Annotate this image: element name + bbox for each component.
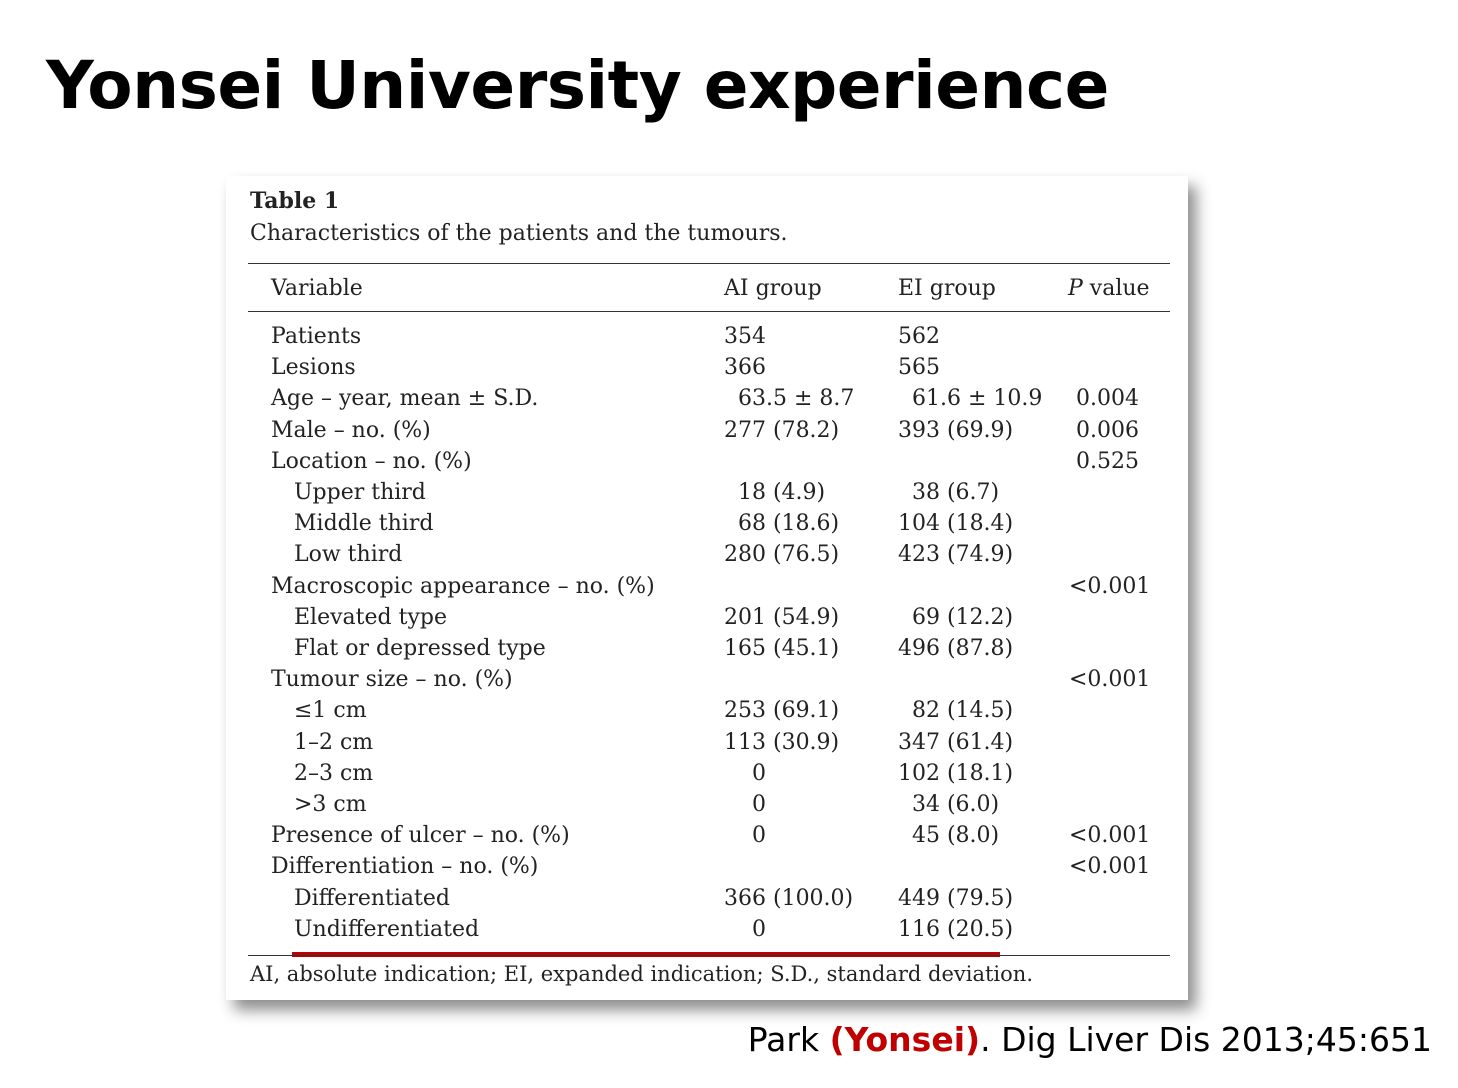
- cell-variable: Differentiated: [294, 885, 450, 911]
- header-ei-group: EI group: [898, 276, 996, 301]
- header-p-suffix: value: [1082, 276, 1150, 301]
- cell-variable: Male – no. (%): [271, 417, 431, 443]
- cell-ai-group: 280 (76.5): [724, 542, 840, 568]
- table-row: [248, 477, 1170, 508]
- header-p-value: [1068, 273, 1150, 304]
- cell-variable: Macroscopic appearance – no. (%): [271, 573, 655, 599]
- cell-ai-group: 0: [724, 792, 766, 817]
- cell-variable: Low third: [294, 542, 403, 568]
- cell-ei-group: 565: [898, 355, 940, 381]
- header-ai-group: AI group: [724, 276, 822, 301]
- cell-ei-group: 45 (8.0): [898, 823, 1000, 849]
- table-row: [248, 446, 1170, 477]
- cell-ei-group: 562: [898, 324, 940, 349]
- table-row: [248, 758, 1170, 789]
- table-row: [248, 914, 1170, 945]
- cell-ai-group: 0: [724, 823, 766, 849]
- table-row: [248, 539, 1170, 570]
- cell-ai-group: 0: [724, 916, 766, 942]
- cell-ai-group: 63.5 ± 8.7: [724, 386, 855, 412]
- cell-ai-group: 68 (18.6): [724, 511, 840, 537]
- table-row: [248, 508, 1170, 539]
- table-caption: Characteristics of the patients and the tumours.: [250, 221, 788, 246]
- cell-ei-group: 102 (18.1): [898, 760, 1014, 786]
- table-row: [248, 415, 1170, 446]
- table-row: [248, 602, 1170, 633]
- cell-ei-group: 449 (79.5): [898, 885, 1014, 911]
- slide-title: Yonsei University experience: [46, 47, 1109, 124]
- cell-variable: Age – year, mean ± S.D.: [271, 386, 539, 412]
- cell-variable: Patients: [271, 324, 362, 349]
- table-row: [248, 695, 1170, 726]
- cell-ai-group: 201 (54.9): [724, 604, 840, 630]
- cell-p-value: <0.001: [1069, 667, 1151, 693]
- table-header-row: [248, 273, 1170, 304]
- table-row: [248, 633, 1170, 664]
- cell-ei-group: 496 (87.8): [898, 636, 1014, 661]
- table-bottom-rule: [248, 955, 1170, 956]
- citation-highlight: (Yonsei): [829, 1020, 981, 1059]
- cell-ai-group: 165 (45.1): [724, 636, 840, 661]
- cell-p-value: 0.004: [1069, 386, 1139, 412]
- table-row: [248, 883, 1170, 914]
- cell-ei-group: 104 (18.4): [898, 511, 1014, 537]
- cell-variable: Presence of ulcer – no. (%): [271, 823, 570, 849]
- table-row: [248, 727, 1170, 758]
- table-footnote: AI, absolute indication; EI, expanded indication; S.D., standard deviation.: [250, 962, 1033, 986]
- cell-variable: 1–2 cm: [294, 729, 374, 755]
- cell-ei-group: 347 (61.4): [898, 729, 1014, 755]
- table-label: Table 1: [250, 188, 340, 214]
- cell-variable: Tumour size – no. (%): [271, 667, 513, 693]
- cell-variable: Upper third: [294, 480, 426, 505]
- cell-ai-group: 18 (4.9): [724, 480, 826, 505]
- cell-p-value: 0.006: [1069, 417, 1139, 443]
- table-image-card: [226, 176, 1188, 1000]
- cell-ai-group: 113 (30.9): [724, 729, 840, 755]
- cell-variable: Elevated type: [294, 604, 447, 630]
- cell-ei-group: 61.6 ± 10.9: [898, 386, 1043, 412]
- cell-p-value: <0.001: [1069, 823, 1151, 849]
- cell-p-value: <0.001: [1069, 573, 1151, 599]
- cell-variable: Middle third: [294, 511, 434, 537]
- table-row: [248, 352, 1170, 383]
- cell-ei-group: 393 (69.9): [898, 417, 1014, 443]
- header-p-letter: P: [1068, 276, 1083, 301]
- cell-variable: Flat or depressed type: [294, 636, 546, 661]
- cell-ei-group: 34 (6.0): [898, 792, 1000, 817]
- cell-variable: Undifferentiated: [294, 916, 480, 942]
- cell-ei-group: 69 (12.2): [898, 604, 1014, 630]
- table-header-rule: [248, 311, 1170, 312]
- cell-ei-group: 82 (14.5): [898, 698, 1014, 724]
- cell-p-value: 0.525: [1069, 448, 1139, 474]
- citation-journal: . Dig Liver Dis 2013;45:651: [980, 1020, 1432, 1059]
- cell-variable: Lesions: [271, 355, 356, 381]
- table-row: [248, 571, 1170, 602]
- cell-ai-group: 366: [724, 355, 766, 381]
- cell-ai-group: 366 (100.0): [724, 885, 854, 911]
- cell-ai-group: 354: [724, 324, 766, 349]
- table-row: [248, 321, 1170, 352]
- table-row: [248, 851, 1170, 882]
- cell-variable: ≤1 cm: [294, 698, 367, 724]
- cell-ei-group: 116 (20.5): [898, 916, 1014, 942]
- cell-variable: 2–3 cm: [294, 760, 374, 786]
- citation: [748, 1020, 1432, 1059]
- cell-ei-group: 38 (6.7): [898, 480, 1000, 505]
- cell-p-value: <0.001: [1069, 854, 1151, 880]
- citation-author: Park: [747, 1020, 830, 1059]
- cell-variable: Location – no. (%): [271, 448, 472, 474]
- header-variable: Variable: [271, 276, 363, 301]
- table-top-rule: [248, 263, 1170, 264]
- cell-variable: >3 cm: [294, 792, 367, 817]
- table-row: [248, 664, 1170, 695]
- cell-variable: Differentiation – no. (%): [271, 854, 539, 880]
- cell-ai-group: 253 (69.1): [724, 698, 840, 724]
- table-row: [248, 383, 1170, 414]
- cell-ei-group: 423 (74.9): [898, 542, 1014, 568]
- table-row: [248, 789, 1170, 820]
- cell-ai-group: 277 (78.2): [724, 417, 840, 443]
- table-row: [248, 820, 1170, 851]
- cell-ai-group: 0: [724, 760, 766, 786]
